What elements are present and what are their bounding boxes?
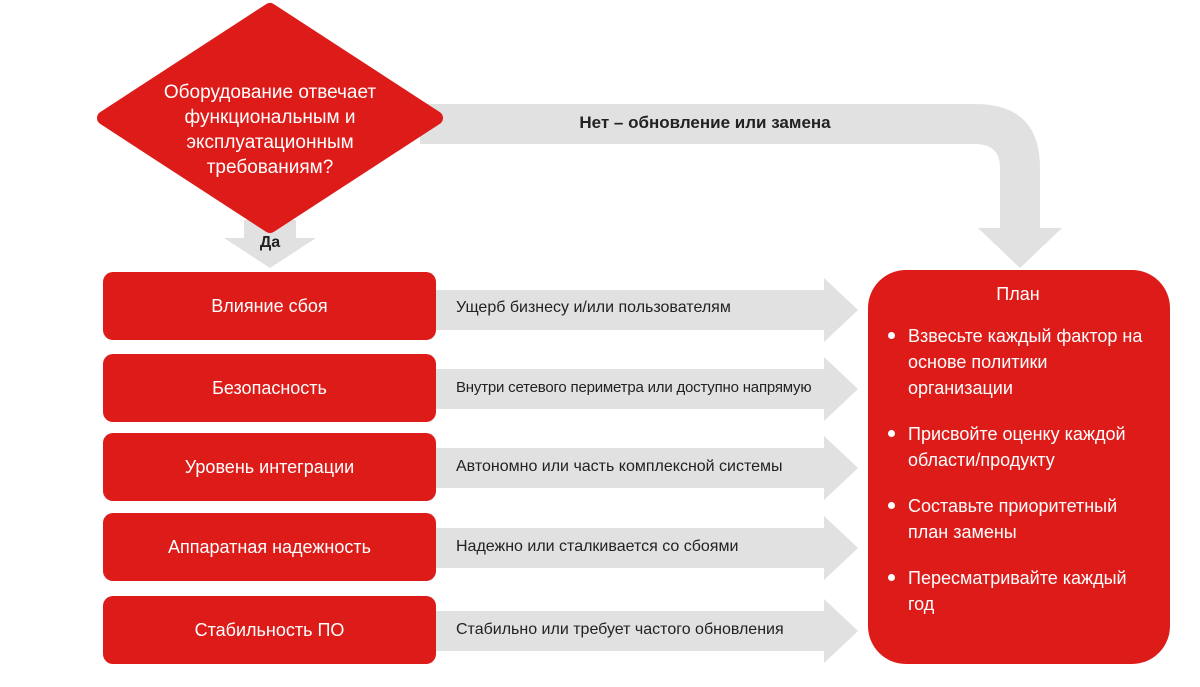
decision-question-line: функциональным и <box>184 107 356 128</box>
factor-label: Аппаратная надежность <box>168 536 371 557</box>
plan-item-text: Пересматривайте каждый год <box>908 568 1127 614</box>
factor-label: Уровень интеграции <box>184 456 355 477</box>
plan-item <box>886 323 1150 401</box>
plan-item-text: Присвойте оценку каждой области/продукту <box>908 424 1126 470</box>
plan-item <box>886 493 1150 545</box>
yes-label: Да <box>259 234 281 251</box>
no-label: Нет – обновление или замена <box>579 113 831 132</box>
plan-item <box>886 565 1150 617</box>
factor-label: Стабильность ПО <box>194 619 345 640</box>
bullet-icon <box>888 430 895 437</box>
plan-list <box>886 323 1150 617</box>
decision-question-line: Оборудование отвечает <box>163 82 377 103</box>
plan-item-text: Составьте приоритетный план замены <box>908 496 1118 542</box>
decision-question <box>130 80 410 180</box>
factor-description: Автономно или часть комплексной системы <box>456 458 783 475</box>
plan-title: План <box>996 284 1040 304</box>
factor-description: Внутри сетевого периметра или доступно напрямую <box>456 379 812 396</box>
factor-description: Ущерб бизнесу и/или пользователям <box>456 299 731 316</box>
decision-question-line: эксплуатационным <box>186 132 354 153</box>
plan-box <box>868 270 1170 664</box>
factor-label: Влияние сбоя <box>211 295 328 316</box>
decision-question-line: требованиям? <box>206 157 334 178</box>
factor-label: Безопасность <box>212 377 327 398</box>
bullet-icon <box>888 332 895 339</box>
bullet-icon <box>888 502 895 509</box>
plan-item <box>886 421 1150 473</box>
bullet-icon <box>888 574 895 581</box>
factor-description: Надежно или сталкивается со сбоями <box>456 538 739 555</box>
plan-item-text: Взвесьте каждый фактор на основе политики организации <box>908 326 1143 398</box>
factor-description: Стабильно или требует частого обновления <box>456 621 784 638</box>
